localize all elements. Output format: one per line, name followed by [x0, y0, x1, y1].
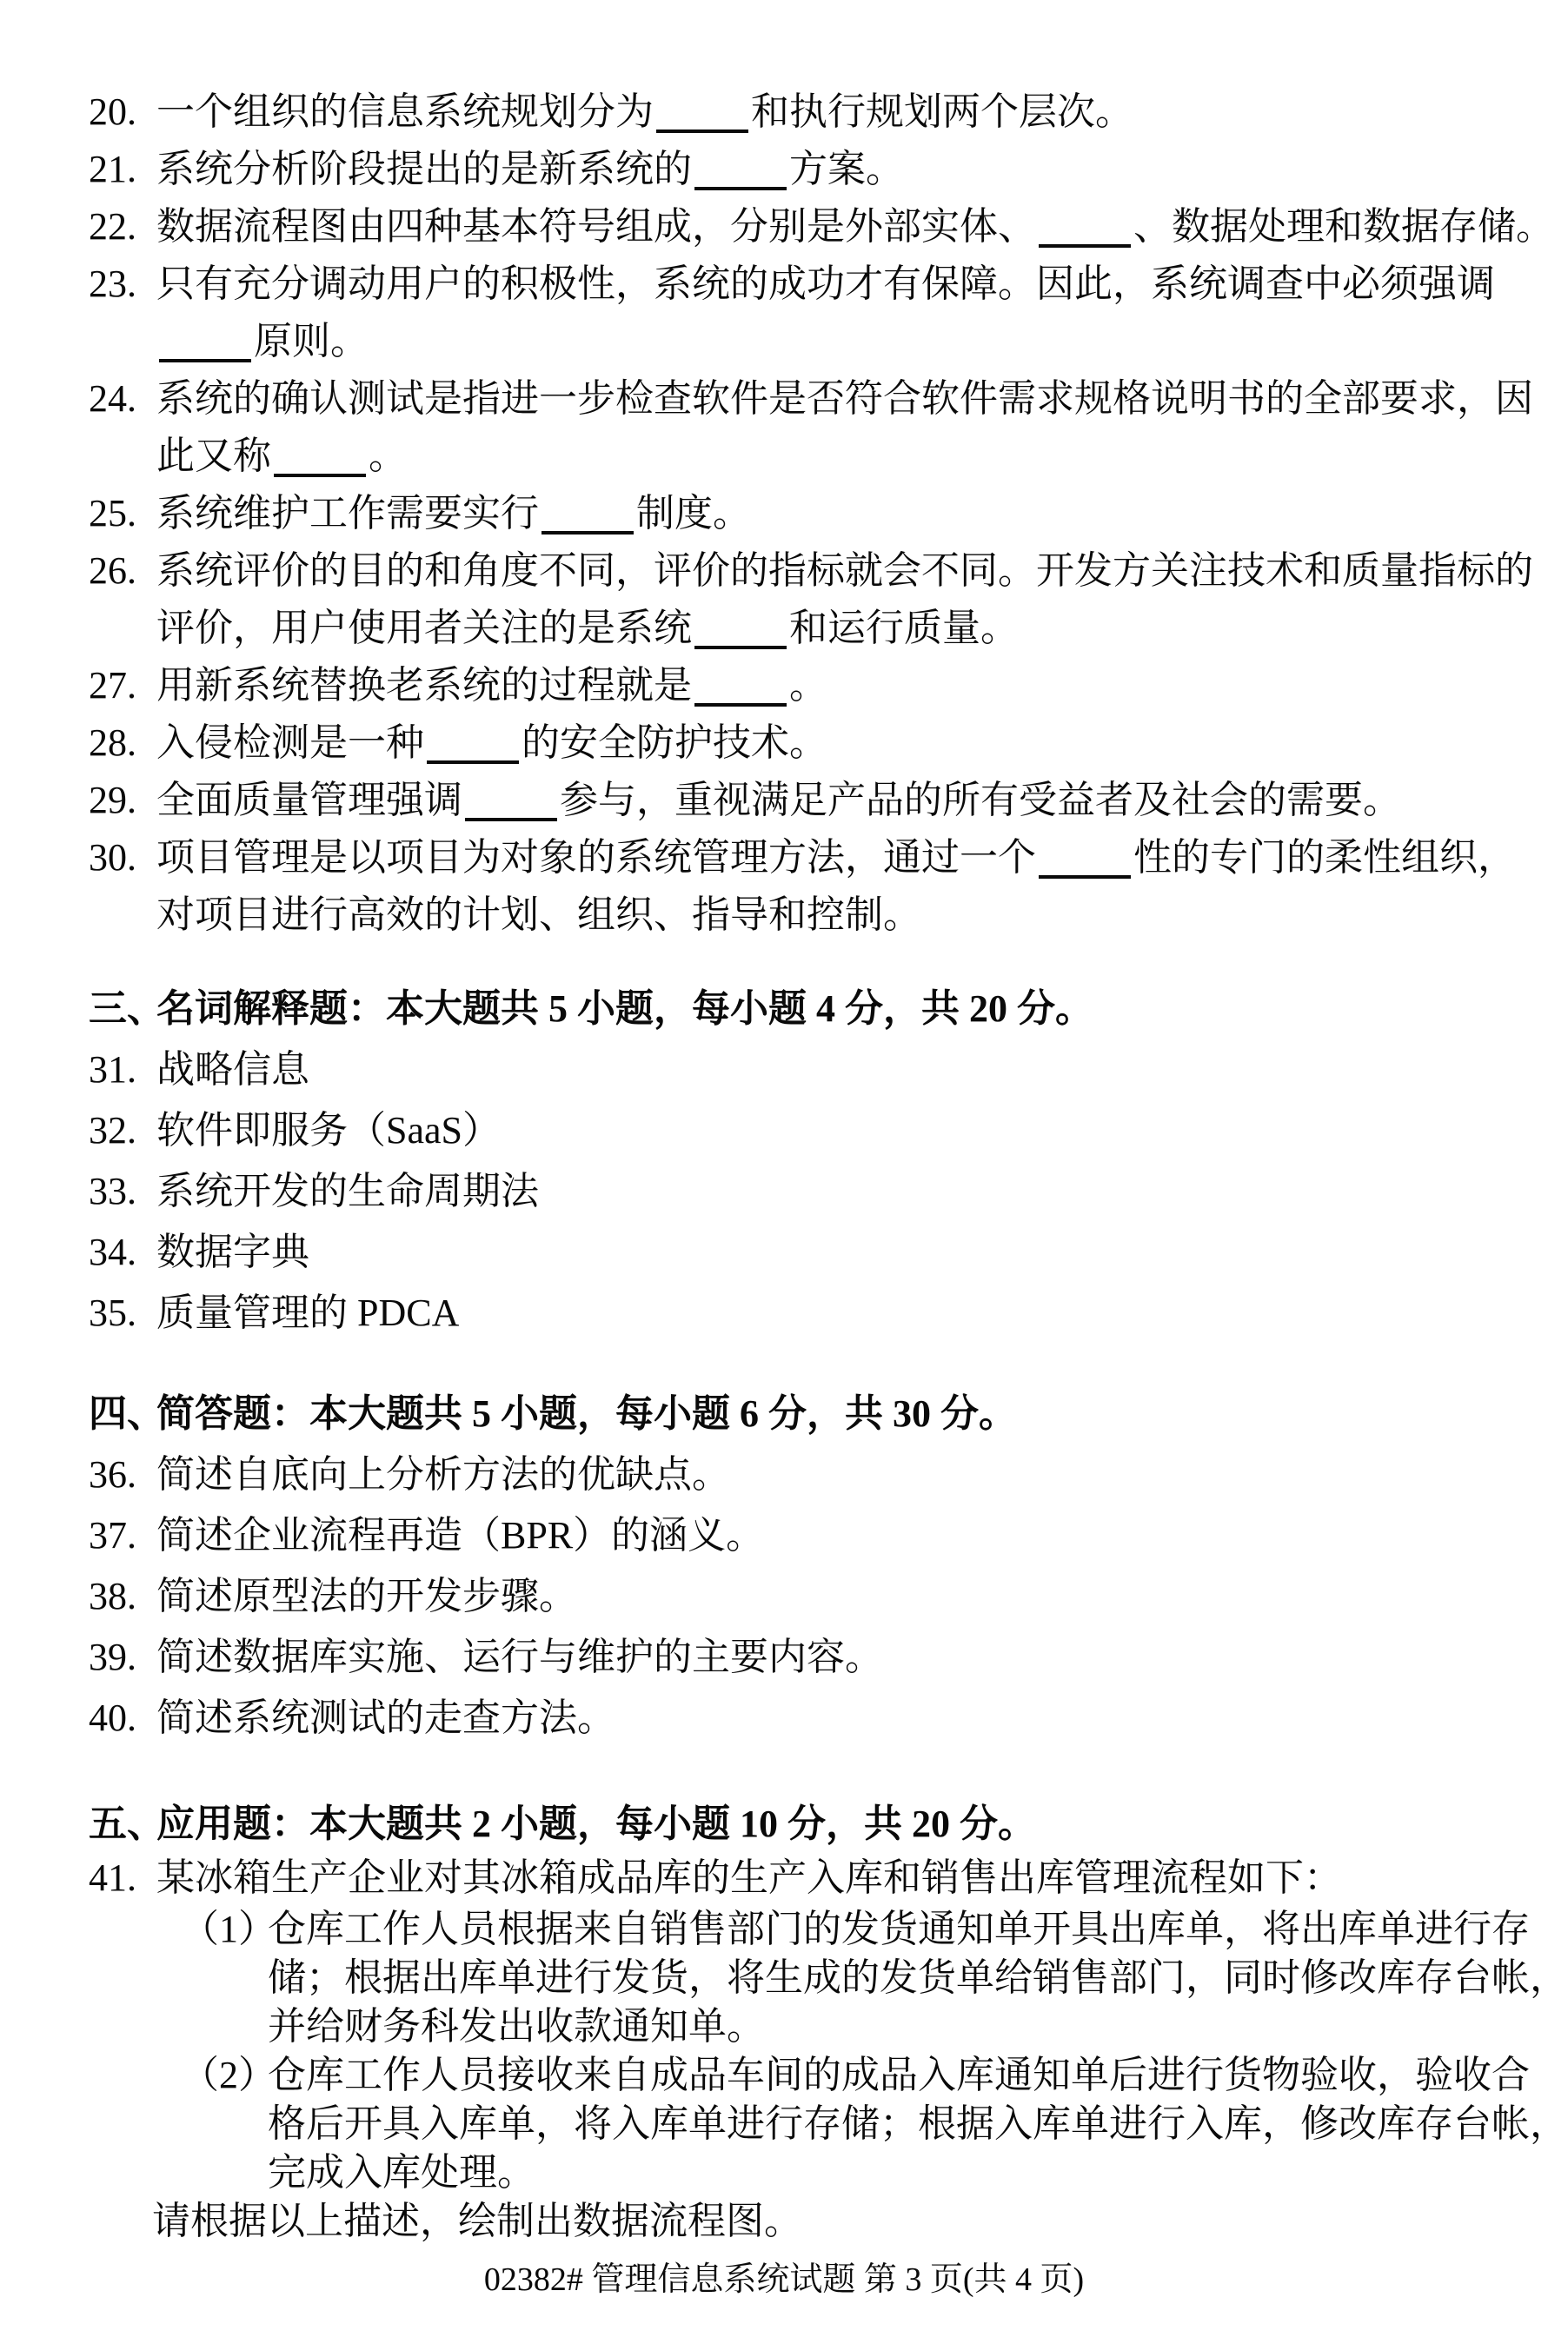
- text-segment: 对项目进行高效的计划、组织、指导和控制。: [156, 893, 921, 936]
- text-segment: 仓库工作人员根据来自销售部门的发货通知单开具出库单，将出库单进行存: [268, 1908, 1530, 1950]
- line-text: [156, 148, 904, 190]
- text-segment: 战略信息: [156, 1048, 309, 1091]
- question-row: [0, 83, 1568, 141]
- question-row: [0, 428, 1568, 485]
- sub-item-row: [0, 1954, 1568, 2002]
- text-segment: 参与，重视满足产品的所有受益者及社会的需要。: [560, 779, 1401, 821]
- line-text: [156, 492, 751, 535]
- question-number: 20.: [89, 90, 136, 133]
- question-number: 36.: [89, 1453, 136, 1496]
- line-text: [156, 1856, 1342, 1899]
- text-segment: 此又称: [156, 435, 271, 477]
- line-text: [268, 2054, 1530, 2096]
- answer-blank: [541, 501, 634, 535]
- text-segment: 全面质量管理强调: [156, 779, 462, 821]
- question-number: 29.: [89, 779, 136, 821]
- line-text: [268, 2102, 1568, 2145]
- page-footer: 02382# 管理信息系统试题 第 3 页(共 4 页): [483, 2261, 1085, 2298]
- text-segment: 系统的确认测试是指进一步检查软件是否符合软件需求规格说明书的全部要求，因: [156, 377, 1533, 420]
- line-text: [156, 721, 827, 764]
- text-segment: 系统维护工作需要实行: [156, 492, 539, 535]
- text-segment: 应用题：本大题共 2 小题，每小题 10 分，共 20 分。: [156, 1803, 1036, 1845]
- text-segment: 方案。: [789, 148, 904, 190]
- line-text: [156, 320, 369, 362]
- content: [0, 83, 1568, 2246]
- answer-blank: [427, 731, 519, 764]
- answer-blank: [274, 444, 366, 477]
- question-number: 23.: [89, 262, 136, 305]
- sub-item-number: （1）: [181, 1908, 276, 1950]
- question-row: [0, 198, 1568, 256]
- line-text: [156, 1109, 501, 1152]
- question-number: 24.: [89, 377, 136, 420]
- text-segment: 简述自底向上分析方法的优缺点。: [156, 1453, 730, 1496]
- answer-blank: [656, 100, 748, 133]
- sub-item-row: [0, 2002, 1568, 2051]
- text-segment: 简答题：本大题共 5 小题，每小题 6 分，共 30 分。: [156, 1392, 1017, 1435]
- question-row: [0, 1444, 1568, 1505]
- question-row: [0, 256, 1568, 313]
- question-number: 41.: [89, 1856, 136, 1899]
- line-text: [152, 2200, 802, 2242]
- line-text: [156, 1048, 309, 1091]
- question-number: 38.: [89, 1575, 136, 1617]
- question-number: 39.: [89, 1636, 136, 1678]
- line-text: [156, 549, 1533, 592]
- question-row: [0, 714, 1568, 772]
- question-row: [0, 657, 1568, 714]
- text-segment: 原则。: [254, 320, 369, 362]
- sub-item-number: （2）: [181, 2054, 276, 2096]
- line-text: [156, 1453, 730, 1496]
- text-segment: 一个组织的信息系统规划分为: [156, 90, 654, 133]
- text-segment: 用新系统替换老系统的过程就是: [156, 664, 692, 707]
- line-text: [156, 377, 1533, 420]
- text-segment: 和运行质量。: [789, 607, 1019, 649]
- answer-blank: [465, 788, 557, 821]
- question-number: 25.: [89, 492, 136, 535]
- question-row: [0, 886, 1568, 944]
- text-segment: 系统开发的生命周期法: [156, 1170, 539, 1212]
- answer-blank: [159, 329, 251, 362]
- closing-row: [0, 2197, 1568, 2246]
- question-row: [0, 542, 1568, 600]
- text-segment: 。: [369, 435, 407, 477]
- text-segment: 数据字典: [156, 1231, 309, 1273]
- question-number: 40.: [89, 1697, 136, 1739]
- text-segment: 名词解释题：本大题共 5 小题，每小题 4 分，共 20 分。: [156, 987, 1093, 1030]
- question-number: 22.: [89, 205, 136, 248]
- text-segment: 。: [789, 664, 827, 707]
- question-row: [0, 1222, 1568, 1283]
- question-row: [0, 1505, 1568, 1566]
- line-text: [156, 90, 1133, 133]
- text-segment: 和执行规划两个层次。: [751, 90, 1133, 133]
- line-text: [156, 205, 1554, 248]
- question-number: 27.: [89, 664, 136, 707]
- line-text: [156, 607, 1019, 649]
- question-row: [0, 1566, 1568, 1627]
- question-number: 33.: [89, 1170, 136, 1212]
- line-text: [156, 1292, 459, 1334]
- section-definitions: [0, 979, 1568, 1344]
- line-text: [156, 1575, 577, 1617]
- question-number: 35.: [89, 1292, 136, 1334]
- text-segment: 系统评价的目的和角度不同，评价的指标就会不同。开发方关注技术和质量指标的: [156, 549, 1533, 592]
- question-number: 30.: [89, 836, 136, 879]
- line-text: [156, 1803, 1036, 1845]
- question-row: [0, 370, 1568, 428]
- line-text: [156, 262, 1495, 305]
- text-segment: 简述系统测试的走查方法。: [156, 1697, 615, 1739]
- question-row: [0, 772, 1568, 829]
- answer-blank: [694, 674, 787, 707]
- section-short-answers: [0, 1384, 1568, 1749]
- sub-item-row: [0, 2148, 1568, 2197]
- section-applications: [0, 1797, 1568, 2246]
- text-segment: 某冰箱生产企业对其冰箱成品库的生产入库和销售出库管理流程如下：: [156, 1856, 1342, 1899]
- line-text: [156, 1697, 615, 1739]
- sub-item-row: [0, 2051, 1568, 2100]
- section-heading-row: [0, 1384, 1568, 1444]
- text-segment: 性的专门的柔性组织，: [1133, 836, 1516, 879]
- text-segment: 格后开具入库单，将入库单进行存储；根据入库单进行入库，修改库存台帐，: [268, 2102, 1568, 2145]
- question-row: [0, 313, 1568, 370]
- line-text: [156, 664, 827, 707]
- text-segment: 储；根据出库单进行发货，将生成的发货单给销售部门，同时修改库存台帐，: [268, 1956, 1568, 1999]
- answer-blank: [1039, 846, 1131, 879]
- question-row: [0, 1688, 1568, 1749]
- question-row: [0, 141, 1568, 198]
- section-heading-row: [0, 1797, 1568, 1851]
- question-row: [0, 485, 1568, 542]
- line-text: [156, 893, 921, 936]
- answer-blank: [1039, 215, 1131, 248]
- line-text: [156, 1636, 883, 1678]
- text-segment: 入侵检测是一种: [156, 721, 424, 764]
- text-segment: 只有充分调动用户的积极性，系统的成功才有保障。因此，系统调查中必须强调: [156, 262, 1495, 305]
- line-text: [156, 1392, 1017, 1435]
- text-segment: 系统分析阶段提出的是新系统的: [156, 148, 692, 190]
- question-row: [0, 1627, 1568, 1688]
- text-segment: 仓库工作人员接收来自成品车间的成品入库通知单后进行货物验收，验收合: [268, 2054, 1530, 2096]
- question-row: [0, 1161, 1568, 1222]
- line-text: [156, 987, 1093, 1030]
- question-number: 31.: [89, 1048, 136, 1091]
- line-text: [156, 1231, 309, 1273]
- line-text: [268, 1956, 1568, 1999]
- question-number: 32.: [89, 1109, 136, 1152]
- text-segment: 数据流程图由四种基本符号组成，分别是外部实体、: [156, 205, 1036, 248]
- question-number: 37.: [89, 1514, 136, 1557]
- text-segment: 请根据以上描述，绘制出数据流程图。: [152, 2200, 802, 2242]
- line-text: [156, 435, 407, 477]
- text-segment: 并给财务科发出收款通知单。: [268, 2005, 765, 2048]
- answer-blank: [694, 157, 787, 190]
- question-number: 21.: [89, 148, 136, 190]
- section-number: 四、: [89, 1392, 165, 1435]
- text-segment: 质量管理的 PDCA: [156, 1292, 460, 1334]
- line-text: [268, 2005, 765, 2048]
- line-text: [156, 1514, 764, 1557]
- question-row: [0, 1283, 1568, 1344]
- question-row: [0, 829, 1568, 886]
- text-segment: 简述企业流程再造（BPR）的涵义。: [156, 1514, 765, 1557]
- question-number: 28.: [89, 721, 136, 764]
- sub-item-row: [0, 2100, 1568, 2148]
- text-segment: 、数据处理和数据存储。: [1133, 205, 1554, 248]
- question-number: 34.: [89, 1231, 136, 1273]
- section-number: 三、: [89, 987, 165, 1030]
- section-fill-blanks: [0, 83, 1568, 944]
- line-text: [156, 1170, 539, 1212]
- question-row: [0, 1039, 1568, 1100]
- line-text: [156, 779, 1401, 821]
- text-segment: 完成入库处理。: [268, 2151, 535, 2194]
- question-number: 26.: [89, 549, 136, 592]
- text-segment: 简述数据库实施、运行与维护的主要内容。: [156, 1636, 883, 1678]
- section-heading-row: [0, 979, 1568, 1039]
- text-segment: 制度。: [636, 492, 751, 535]
- question-row: [0, 600, 1568, 657]
- text-segment: 评价，用户使用者关注的是系统: [156, 607, 692, 649]
- text-segment: 项目管理是以项目为对象的系统管理方法，通过一个: [156, 836, 1036, 879]
- line-text: [268, 1908, 1530, 1950]
- sub-item-row: [0, 1905, 1568, 1954]
- question-row: [0, 1851, 1568, 1905]
- text-segment: 软件即服务（SaaS）: [156, 1109, 501, 1152]
- line-text: [156, 836, 1516, 879]
- text-segment: 的安全防护技术。: [522, 721, 827, 764]
- line-text: [268, 2151, 535, 2194]
- section-number: 五、: [89, 1803, 165, 1845]
- answer-blank: [694, 616, 787, 649]
- question-row: [0, 1100, 1568, 1161]
- text-segment: 简述原型法的开发步骤。: [156, 1575, 577, 1617]
